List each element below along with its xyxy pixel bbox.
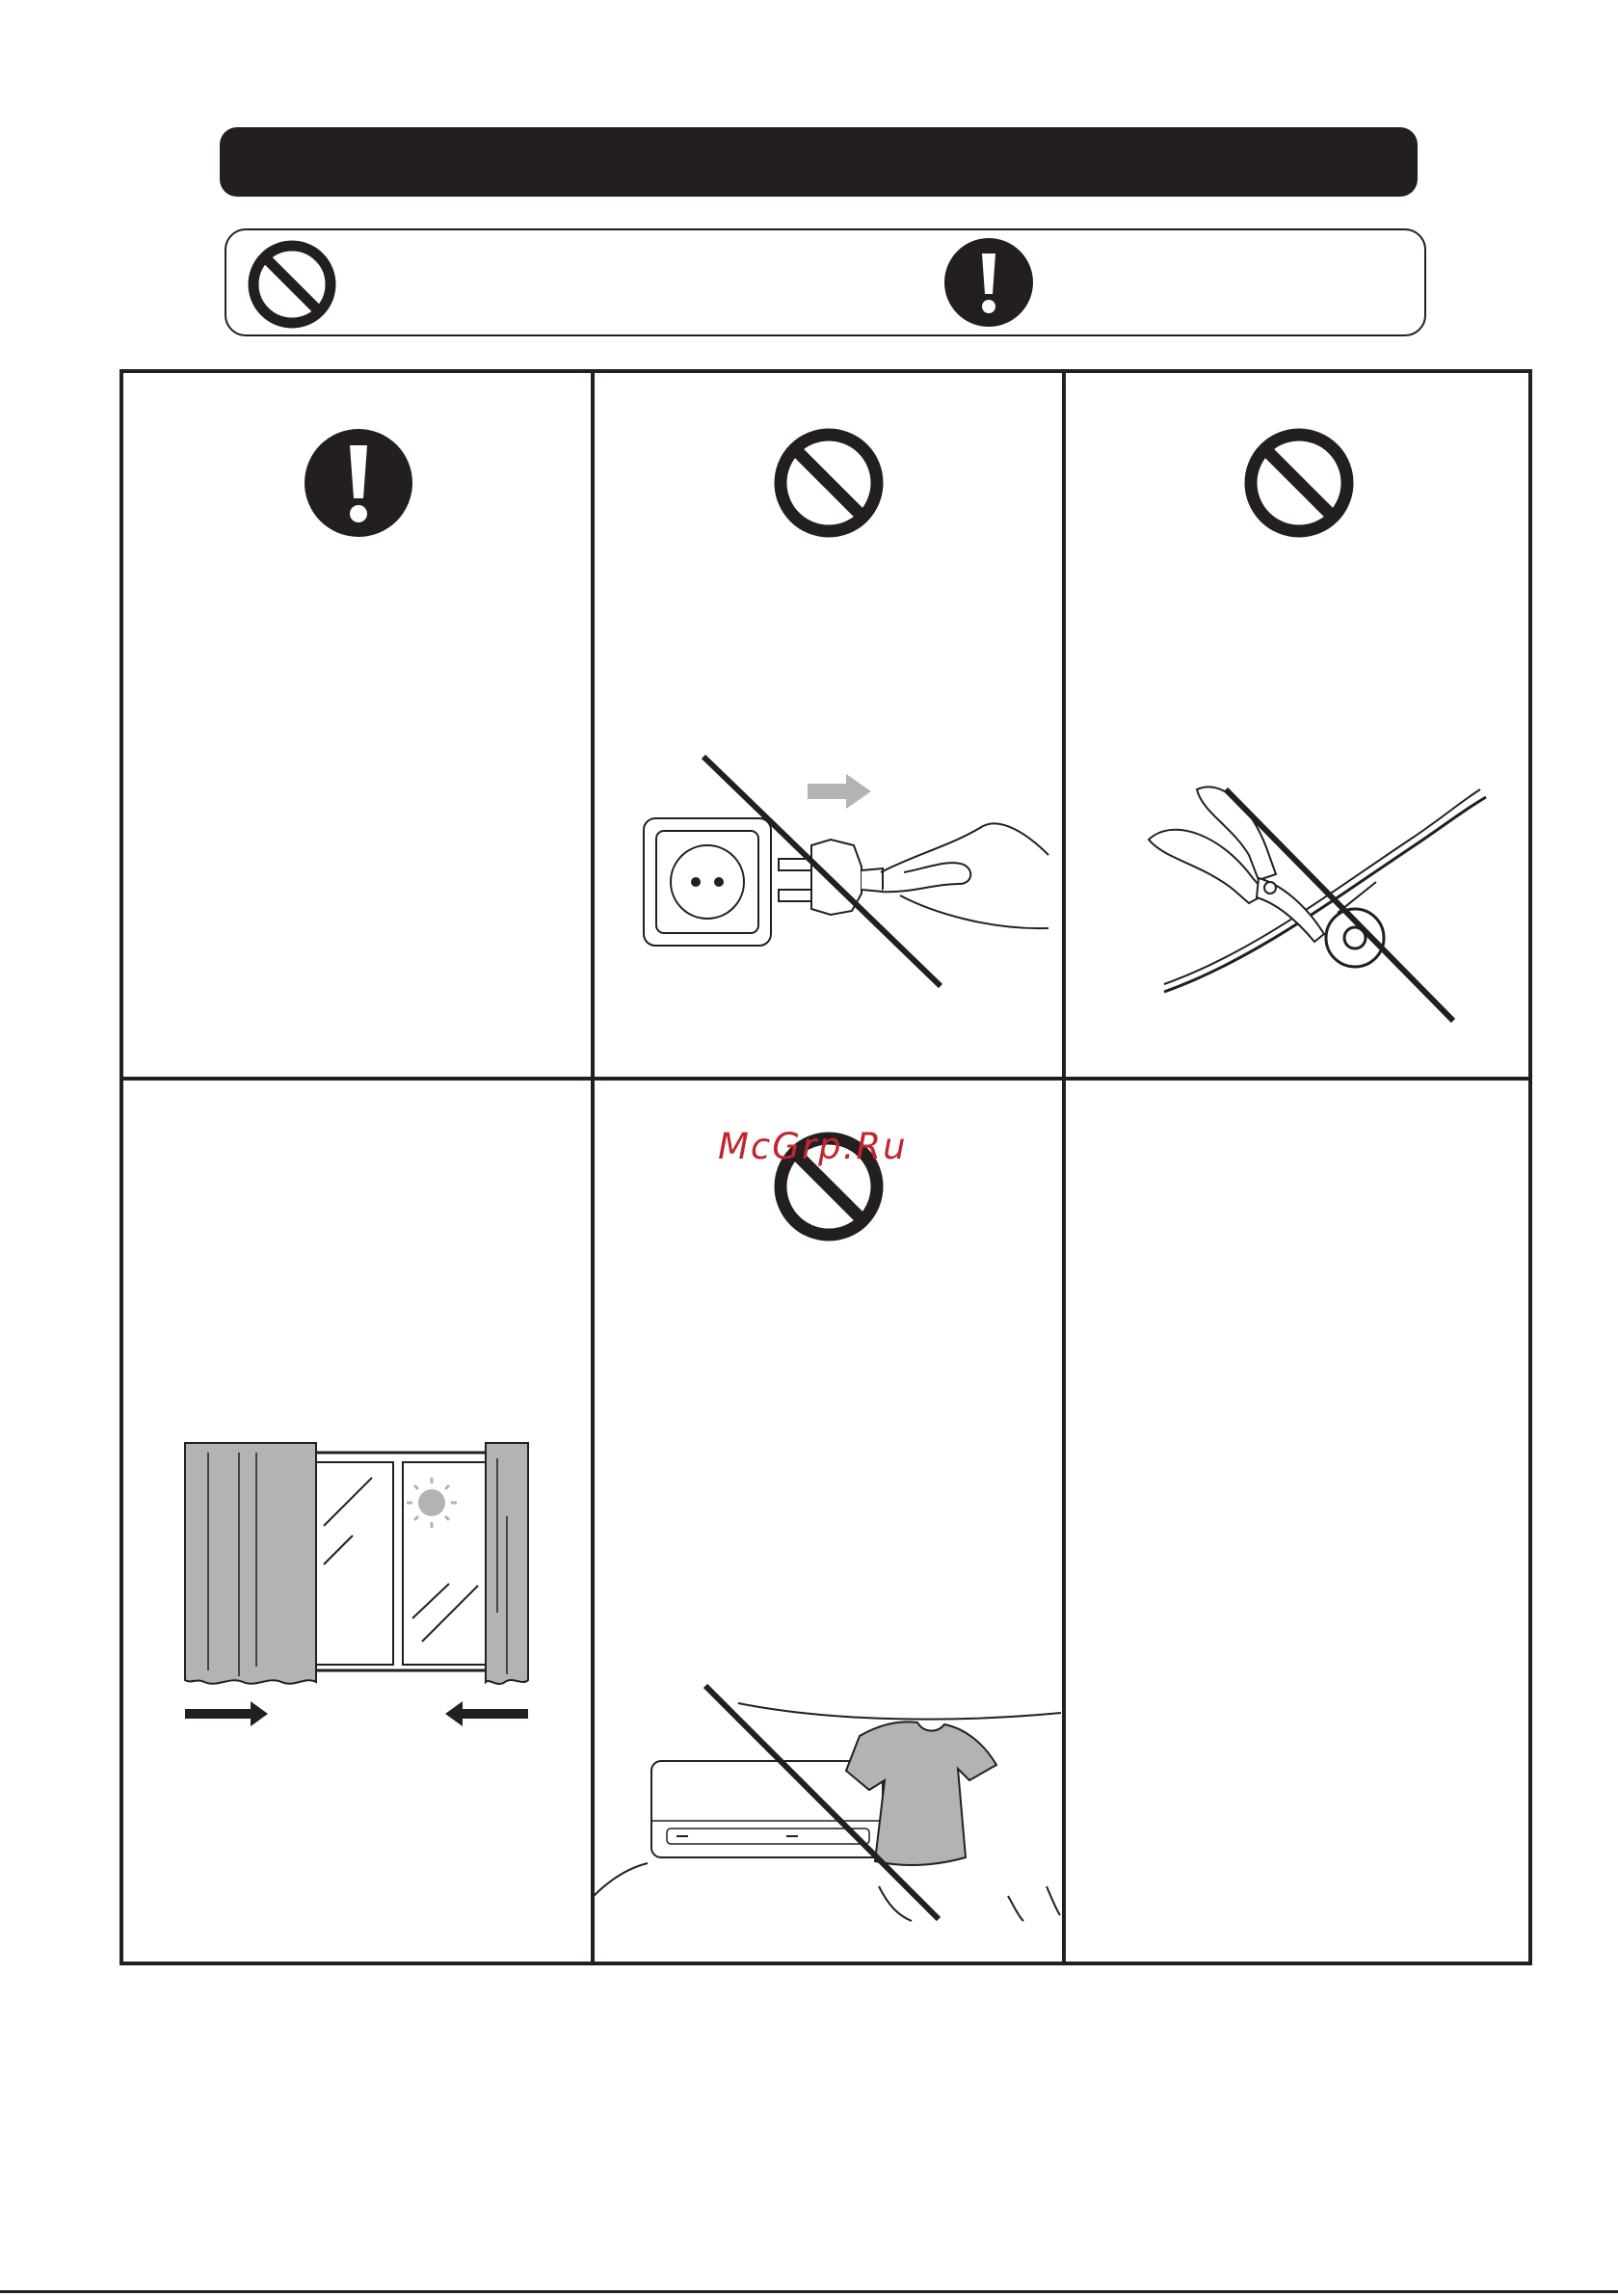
page-bottom-rule (0, 2290, 1618, 2293)
pliers-cutting-cord-illustration (1135, 778, 1521, 1028)
grid-divider-vertical (1062, 373, 1066, 1962)
watermark-text: McGrp.Ru (718, 1126, 908, 1167)
symbol-legend-box (225, 228, 1426, 336)
mandatory-icon (303, 427, 414, 539)
plug-pulled-by-cord-illustration (624, 749, 1058, 990)
prohibition-icon (773, 427, 885, 539)
section-title-bar (220, 127, 1418, 197)
prohibition-icon (246, 238, 338, 331)
prohibition-icon (1243, 427, 1355, 539)
safety-instructions-grid (119, 369, 1532, 1965)
grid-divider-horizontal (123, 1077, 1528, 1081)
window-with-curtains-illustration (179, 1439, 538, 1728)
mandatory-icon (942, 236, 1035, 329)
clothes-on-air-conditioner-illustration (594, 1674, 1061, 1925)
